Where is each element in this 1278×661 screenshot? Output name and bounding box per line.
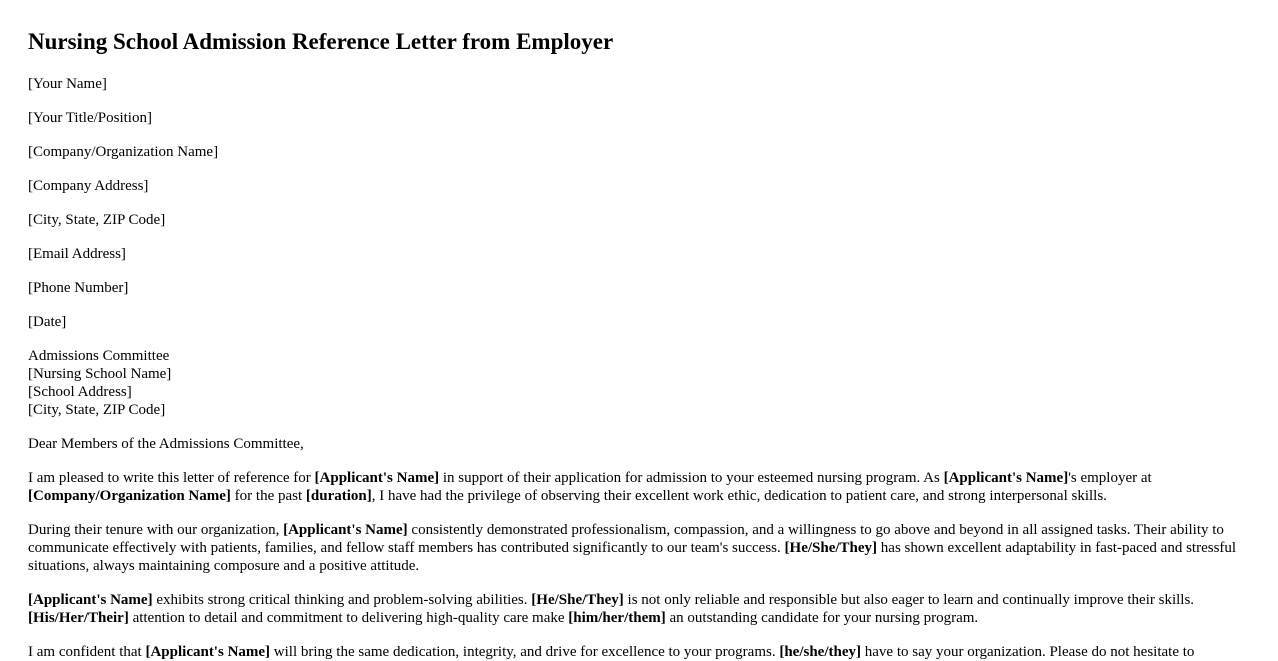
placeholder-object-pronoun: [him/her/them]	[568, 610, 666, 626]
placeholder-applicant-name: [Applicant's Name]	[283, 522, 408, 538]
text-run: consistently demonstrated professionalism, compassion, and a willingness to go above and beyond in all assigned tasks. Their ability to communicate effectively with patients, families, and fellow staff members has contributed significantly to our team's success.	[28, 522, 1224, 556]
text-run: have to say your organization. Please do not hesitate to	[861, 644, 1195, 660]
placeholder-possessive-pronoun: [His/Her/Their]	[28, 610, 129, 626]
text-run: attention to detail and commitment to delivering high-quality care make	[128, 610, 569, 626]
sender-address: [Company Address]	[28, 178, 149, 194]
letter-page	[28, 0, 1250, 661]
placeholder-duration: [duration]	[305, 488, 372, 504]
text-run: will bring the same dedication, integrity, and drive for excellence to your programs.	[270, 644, 780, 660]
text-run: , I have had the privilege of observing their excellent work ethic, dedication to patient care, and strong interpersonal skills.	[371, 488, 1107, 504]
placeholder-applicant-name: [Applicant's Name]	[28, 592, 153, 608]
placeholder-applicant-name: [Applicant's Name]	[145, 644, 271, 660]
salutation: Dear Members of the Admissions Committee,	[28, 436, 304, 452]
sender-company: [Company/Organization Name]	[28, 144, 219, 160]
recipient-school: [Nursing School Name]	[28, 366, 172, 382]
sender-phone: [Phone Number]	[28, 280, 129, 296]
placeholder-pronoun: [He/She/They]	[531, 592, 624, 608]
letter-date: [Date]	[28, 314, 67, 330]
text-run: I am confident that	[28, 644, 146, 660]
text-run: I am pleased to write this letter of reference for	[28, 470, 315, 486]
placeholder-company-name: [Company/Organization Name]	[28, 488, 231, 504]
text-run: an outstanding candidate for your nursing program.	[665, 610, 979, 626]
placeholder-pronoun: [he/she/they]	[779, 644, 862, 660]
text-run: is not only reliable and responsible but also eager to learn and continually improve their skills.	[623, 592, 1195, 608]
text-run: for the past	[230, 488, 306, 504]
paragraph-1	[28, 469, 1250, 505]
placeholder-applicant-name: [Applicant's Name]	[943, 470, 1069, 486]
sender-title: [Your Title/Position]	[28, 110, 152, 126]
recipient-city: [City, State, ZIP Code]	[28, 402, 166, 418]
paragraph-3	[28, 591, 1250, 627]
sender-email: [Email Address]	[28, 246, 126, 262]
recipient-block	[28, 347, 1250, 419]
sender-block	[28, 75, 1250, 331]
text-run: in support of their application for admission to your esteemed nursing program. As	[439, 470, 944, 486]
letter-title: Nursing School Admission Reference Letter from Employer	[28, 29, 614, 54]
recipient-address: [School Address]	[28, 384, 132, 400]
sender-name: [Your Name]	[28, 76, 107, 92]
text-run: During their tenure with our organization,	[28, 522, 284, 538]
placeholder-applicant-name: [Applicant's Name]	[314, 470, 440, 486]
paragraph-4	[28, 643, 1250, 661]
sender-city: [City, State, ZIP Code]	[28, 212, 166, 228]
recipient-committee: Admissions Committee	[28, 348, 170, 364]
placeholder-pronoun: [He/She/They]	[784, 540, 878, 556]
text-run: has shown excellent adaptability in fast-paced and stressful situations, always maintaining composure and a positive attitude.	[28, 540, 1237, 574]
text-run: exhibits strong critical thinking and problem-solving abilities.	[152, 592, 532, 608]
text-run: 's employer at	[1068, 470, 1152, 486]
paragraph-2	[28, 521, 1250, 575]
